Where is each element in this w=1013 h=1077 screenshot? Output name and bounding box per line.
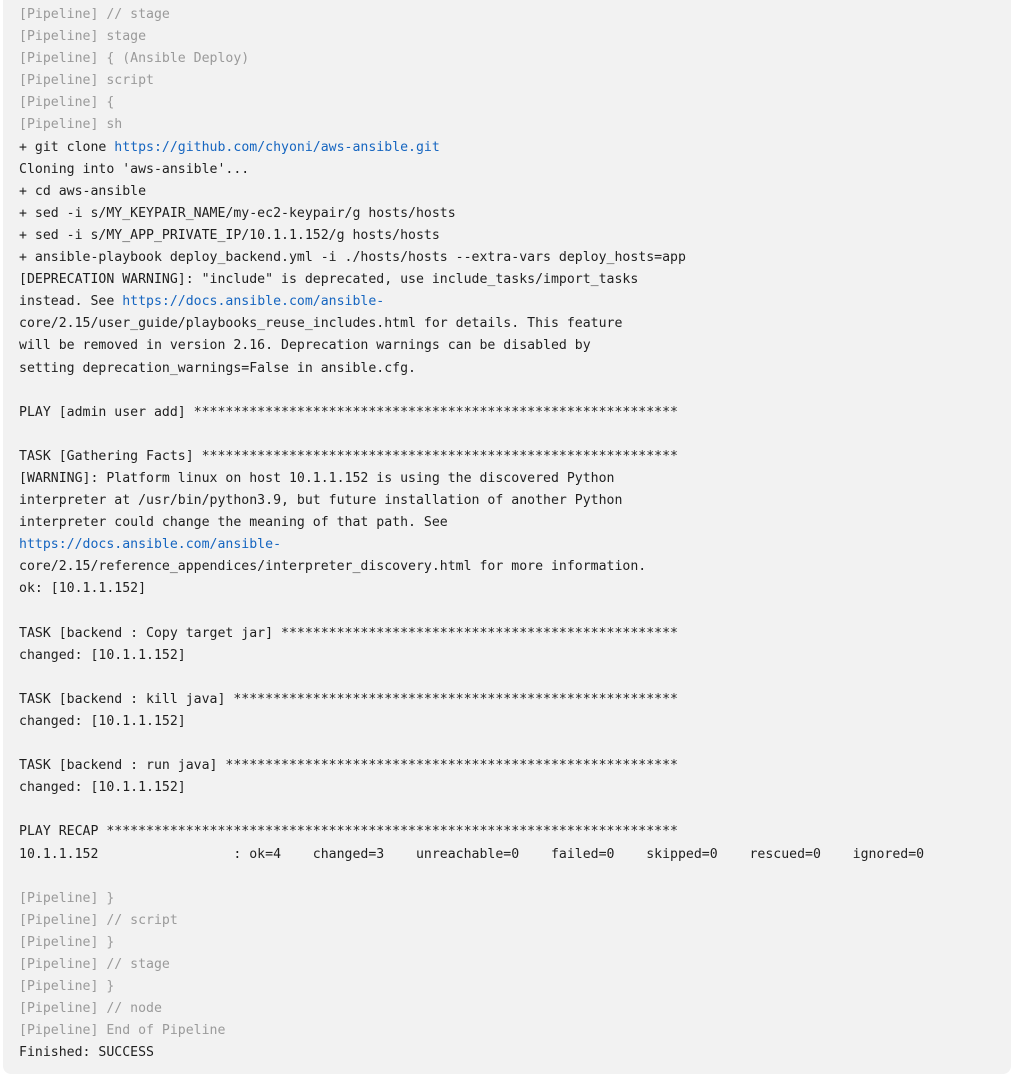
log-line	[19, 446, 924, 468]
log-link[interactable]: https://docs.ansible.com/ansible-	[122, 294, 385, 310]
log-line	[19, 556, 924, 578]
blank-line	[19, 380, 924, 402]
log-text: [Pipeline] }	[19, 934, 115, 950]
log-text: core/2.15/user_guide/playbooks_reuse_includes.html for details. This feature	[19, 316, 623, 332]
pipeline-step-line	[19, 114, 924, 136]
console-output-panel	[3, 0, 1011, 1074]
log-text: [Pipeline] script	[19, 73, 154, 89]
log-text: Finished: SUCCESS	[19, 1045, 154, 1061]
log-line	[19, 711, 924, 733]
log-link[interactable]: https://docs.ansible.com/ansible-	[19, 537, 282, 553]
log-line	[19, 777, 924, 799]
log-line	[19, 335, 924, 357]
log-link[interactable]: https://github.com/chyoni/aws-ansible.git	[114, 139, 440, 155]
log-text: 10.1.1.152 : ok=4 changed=3 unreachable=0 failed=0 skipped=0 rescued=0 ignored=0	[19, 846, 925, 862]
log-line	[19, 844, 924, 866]
blank-line	[19, 667, 924, 689]
log-line	[19, 225, 924, 247]
log-text: interpreter could change the meaning of that path. See	[19, 515, 448, 531]
log-line	[19, 313, 924, 335]
log-line	[19, 159, 924, 181]
log-line	[19, 181, 924, 203]
log-text: + sed -i s/MY_KEYPAIR_NAME/my-ec2-keypair/g hosts/hosts	[19, 205, 456, 221]
blank-line	[19, 424, 924, 446]
log-text: ok: [10.1.1.152]	[19, 581, 147, 597]
log-text: core/2.15/reference_appendices/interpreter_discovery.html for more information.	[19, 559, 647, 575]
blank-line	[19, 733, 924, 755]
log-text: [Pipeline] End of Pipeline	[19, 1023, 226, 1039]
log-text: PLAY [admin user add] *************************************************************	[19, 404, 678, 420]
log-text: [DEPRECATION WARNING]: "include" is deprecated, use include_tasks/import_tasks	[19, 272, 639, 288]
log-text: [WARNING]: Platform linux on host 10.1.1.152 is using the discovered Python	[19, 470, 615, 486]
blank-line	[19, 866, 924, 888]
pipeline-step-line	[19, 4, 924, 26]
log-text: TASK [backend : run java] *********************************************************	[19, 758, 678, 774]
log-line	[19, 755, 924, 777]
pipeline-step-line	[19, 976, 924, 998]
log-text: TASK [Gathering Facts] ************************************************************	[19, 448, 678, 464]
log-text: [Pipeline] // script	[19, 912, 178, 928]
log-line	[19, 358, 924, 380]
log-line	[19, 645, 924, 667]
pipeline-step-line	[19, 888, 924, 910]
log-text: + ansible-playbook deploy_backend.yml -i ./hosts/hosts --extra-vars deploy_hosts=app	[19, 250, 686, 266]
pipeline-step-line	[19, 954, 924, 976]
log-text: [Pipeline] // stage	[19, 957, 170, 973]
log-text: [Pipeline] // node	[19, 1001, 162, 1017]
log-text: instead. See	[19, 294, 123, 310]
pipeline-step-line	[19, 932, 924, 954]
log-line	[19, 137, 924, 159]
log-text: PLAY RECAP ************************************************************************	[19, 824, 678, 840]
log-line	[19, 821, 924, 843]
blank-line	[19, 601, 924, 623]
log-line	[19, 402, 924, 424]
log-line	[19, 269, 924, 291]
log-line	[19, 468, 924, 490]
log-line	[19, 623, 924, 645]
log-text: Cloning into 'aws-ansible'...	[19, 161, 250, 177]
log-line	[19, 203, 924, 225]
log-text: TASK [backend : Copy target jar] **************************************************	[19, 625, 678, 641]
log-text: [Pipeline] stage	[19, 29, 147, 45]
log-line	[19, 247, 924, 269]
log-line	[19, 578, 924, 600]
log-text: changed: [10.1.1.152]	[19, 780, 186, 796]
log-line	[19, 512, 924, 534]
log-text: [Pipeline] {	[19, 95, 115, 111]
pipeline-step-line	[19, 92, 924, 114]
log-text: will be removed in version 2.16. Deprecation warnings can be disabled by	[19, 338, 591, 354]
pipeline-step-line	[19, 48, 924, 70]
build-status-line	[19, 1042, 924, 1064]
log-text: setting deprecation_warnings=False in ansible.cfg.	[19, 360, 416, 376]
log-text: [Pipeline] }	[19, 979, 115, 995]
log-line	[19, 291, 924, 313]
log-text: [Pipeline] { (Ansible Deploy)	[19, 51, 250, 67]
log-text: changed: [10.1.1.152]	[19, 714, 186, 729]
console-log	[19, 4, 924, 1065]
log-text: [Pipeline] sh	[19, 117, 123, 133]
log-line	[19, 689, 924, 711]
log-text: + sed -i s/MY_APP_PRIVATE_IP/10.1.1.152/g hosts/hosts	[19, 227, 440, 243]
pipeline-step-line	[19, 70, 924, 92]
blank-line	[19, 799, 924, 821]
log-line	[19, 490, 924, 512]
log-text: changed: [10.1.1.152]	[19, 647, 186, 663]
log-text: + cd aws-ansible	[19, 183, 147, 199]
log-line	[19, 534, 924, 556]
log-text: interpreter at /usr/bin/python3.9, but future installation of another Python	[19, 493, 623, 509]
pipeline-step-line	[19, 910, 924, 932]
log-text: [Pipeline] // stage	[19, 7, 170, 22]
pipeline-step-line	[19, 998, 924, 1020]
log-text: + git clone	[19, 139, 115, 155]
pipeline-step-line	[19, 26, 924, 48]
log-text: TASK [backend : kill java] ********************************************************	[19, 691, 678, 707]
log-text: [Pipeline] }	[19, 890, 115, 906]
pipeline-step-line	[19, 1020, 924, 1042]
